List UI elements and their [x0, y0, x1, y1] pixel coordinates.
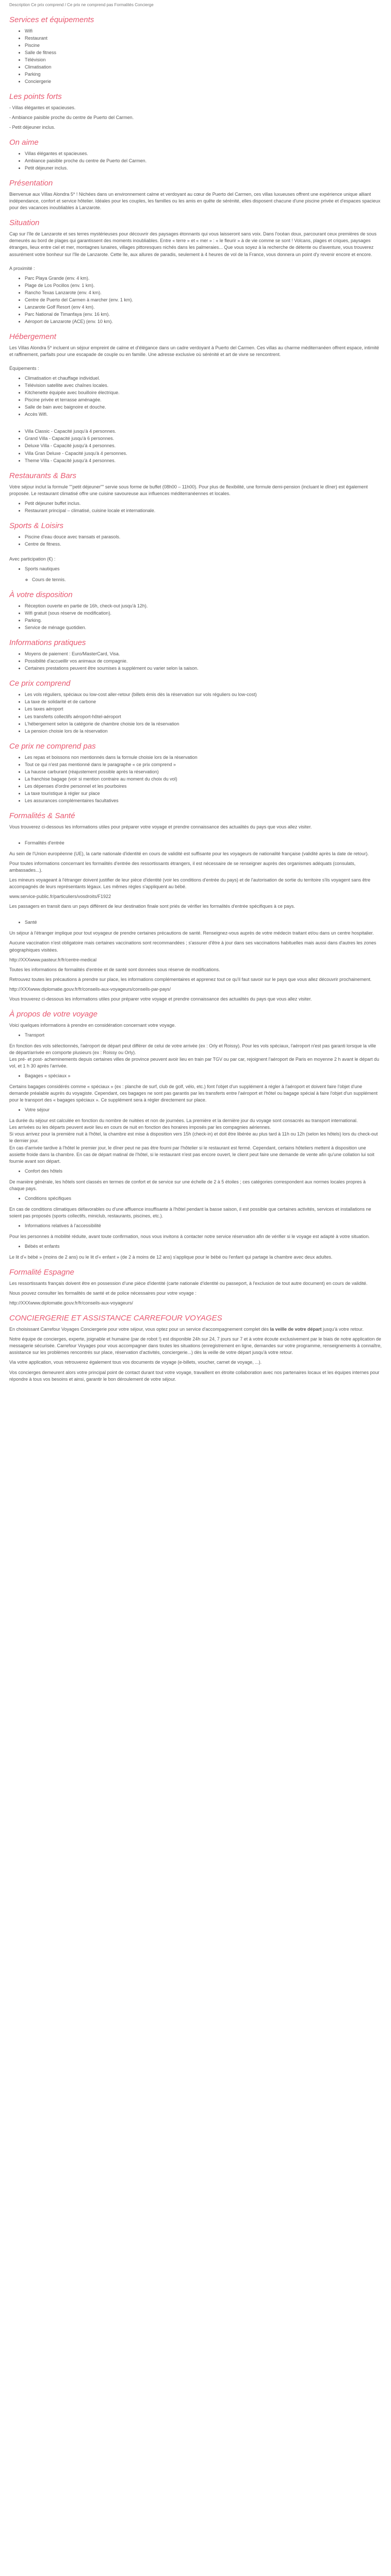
sports-list: [9, 534, 382, 548]
propos-block-heading-list: [9, 1243, 382, 1250]
on-aime-item: • Ambiance paisible proche du centre de Puerto del Carmen.: [25, 158, 382, 164]
disposition-item: • Réception ouverte en partie de 16h, check-out jusqu'à 12h).: [25, 603, 382, 609]
propos-block-heading: • Transport: [25, 1032, 382, 1039]
villa-type-item: • Theme Villa - Capacité jusqu'à 4 personnes.: [25, 457, 382, 464]
nearby-item: • Parc Playa Grande (env. 4 km).: [25, 275, 382, 282]
formalites-paragraph: Un séjour à l'étranger implique pour tout voyageur de prendre certaines précautions de santé. Renseignez-vous auprès de votre médecin traitant et/ou dans un centre hospitalier.: [9, 930, 374, 936]
on-aime-item: • Petit déjeuner inclus.: [25, 165, 382, 172]
nearby-item: • Lanzarote Golf Resort (env 4 km).: [25, 304, 382, 311]
propos-block-heading-list: [9, 1223, 382, 1229]
prix-comprend-title: Ce prix comprend: [9, 679, 71, 688]
propos-block-heading: • Informations relatives à l'accessibilité: [25, 1223, 382, 1229]
service-item: • Piscine: [25, 42, 382, 49]
point-fort-line: - Ambiance paisible proche du centre de Puerto del Carmen.: [9, 115, 134, 121]
villa-type-item: • Villa Classic - Capacité jusqu'à 4 personnes.: [25, 428, 382, 435]
nearby-item: • Plage de Los Pocillos (env. 1 km).: [25, 282, 382, 289]
nearby-label: A proximité :: [9, 265, 35, 271]
points-forts-title: Les points forts: [9, 92, 62, 101]
conciergerie-bold-phrase: la veille de votre départ: [270, 1327, 322, 1332]
informations-list: [9, 651, 382, 672]
formalites-body: [9, 824, 382, 1003]
informations-title: Informations pratiques: [9, 638, 86, 648]
disposition-item: • Parking.: [25, 617, 382, 624]
propos-block-heading: • Votre séjour: [25, 1107, 382, 1113]
equipment-item: • Télévision satellite avec chaînes locales.: [25, 382, 382, 389]
propos-intro: Voici quelques informations à prendre en considération concernant votre voyage.: [9, 1022, 176, 1028]
propos-block-text: En cas de conditions climatiques défavorables ou d'une affluence insuffisante à l'hôtel pendant la basse saison, il est possible que certaines activités, services et installations ne soient pas proposés (sports collectifs, miniclub, restaurants, piscines, etc.).: [9, 1206, 371, 1218]
situation-title: Situation: [9, 218, 40, 228]
villa-type-item: • Deluxe Villa - Capacité jusqu'à 4 personnes.: [25, 443, 382, 449]
villa-type-item: • Grand Villa - Capacité jusqu'à 6 personnes.: [25, 435, 382, 442]
equipment-item: • Salle de bain avec baignoire et douche.: [25, 404, 382, 411]
service-item: • Parking: [25, 71, 382, 78]
prix-comprend-item: • Les transferts collectifs aéroport-hôtel-aéroport: [25, 714, 382, 720]
formalites-subheading: • Santé: [25, 919, 382, 926]
formalites-espagne-body: [9, 1280, 382, 1307]
information-item: • Possibilité d'accueillir vos animaux de compagnie.: [25, 658, 382, 665]
formalites-paragraph: Vous trouverez ci-dessous les informations utiles pour préparer votre voyage et prendre connaissance des actualités du pays que vous allez visiter.: [9, 996, 312, 1002]
espagne-paragraph: Nous pouvez consulter les formalités de santé et de police nécessaires pour votre voyage :: [9, 1291, 197, 1296]
propos-block-text: La durée du séjour est calculée en fonction du nombre de nuitées et non de journées. La première et la dernière jour du voyage sont consacrés au transport international. Les arrivées ou les départs peuvent avoir lieu en cours de nuit en fonction des horaires imposés par les compagnies aériennes. Si vous arrivez pour la première nuit à l'hôtel, la chambre est mise à disposition vers 15h (check-in) et doit être libérée au plus tard à 11h ou 12h (selon les hôtels) lors du check-out le dernier jour. En cas d'arrivée tardive à l'hôtel le premier jour, le dîner peut ne pas être fourni par l'hôtelier si le restaurant est fermé. Cependant, certains hôteliers mettent à disposition une assiette froide dans la chambre. En cas de départ matinal de l'hôtel, si le restaurant n'est pas encore ouvert, le client peut faire une demande de vente afin qu'une collation lui soit fournie avant son départ.: [9, 1118, 378, 1164]
prix-non-comprend-item: • Tout ce qui n'est pas mentionné dans le paragraphe « ce prix comprend »: [25, 761, 382, 768]
formalites-espagne-title: Formalité Espagne: [9, 1268, 74, 1277]
villa-type-item: • Villa Gran Deluxe - Capacité jusqu'à 4 personnes.: [25, 450, 382, 457]
propos-block-heading-list: [9, 1032, 382, 1039]
prix-non-comprend-item: • Les assurances complémentaires facultatives: [25, 798, 382, 804]
conciergerie-paragraph: Via votre application, vous retrouverez également tous vos documents de voyage (e-billets, voucher, carnet de voyage, ...).: [9, 1360, 262, 1365]
service-item: • Restaurant: [25, 35, 382, 42]
prix-non-comprend-item: • Les repas et boissons non mentionnés dans la formule choisie lors de la réservation: [25, 754, 382, 761]
propos-block-text: Pour les personnes à mobilité réduite, avant toute confirmation, nous vous invitons à contacter notre service réservation afin de vérifier si le voyage est adapté à votre situation.: [9, 1233, 370, 1239]
tab-labels-line: Description Ce prix comprend / Ce prix ne comprend pas Formalités Concierge: [9, 3, 154, 7]
conciergerie-body: [9, 1326, 382, 1382]
service-item: • Salle de fitness: [25, 49, 382, 56]
prix-comprend-item: • Les vols réguliers, spéciaux ou low-cost aller-retour (billets émis dès la réservation sur vols réguliers ou low-cost): [25, 691, 382, 698]
formalites-paragraph: Retrouvez toutes les précautions à prendre sur place, les informations complémentaires et apprenez tout ce qu'il faut savoir sur le pays que vous allez découvrir prochainement.: [9, 976, 372, 982]
propos-block-heading-list: [9, 1073, 382, 1079]
formalites-link[interactable]: http://XXXwww.diplomatie.gouv.fr/fr/conseils-aux-voyageurs/conseils-par-pays/: [9, 986, 171, 992]
restaurants-text: Votre séjour inclut la formule ""petit déjeuner"" servie sous forme de buffet (08h00 – 11h00). Pour plus de flexibilité, une formule demi-pension (incluant le dîner) est également proposée. Le restaurant climatisé offre une cuisine savoureuse aux influences méditerranéennes et locales.: [9, 484, 368, 496]
nearby-item: • Parc National de Timanfaya (env. 16 km).: [25, 311, 382, 318]
propos-block-heading: • Confort des hôtels: [25, 1168, 382, 1175]
prix-comprend-item: • Les taxes aéroport: [25, 706, 382, 713]
services-list: [9, 28, 382, 85]
service-item: • Wifi: [25, 28, 382, 35]
on-aime-title: On aime: [9, 138, 39, 147]
service-item: • Conciergerie: [25, 78, 382, 85]
restaurant-item: • Petit déjeuner buffet inclus.: [25, 500, 382, 507]
propos-block-heading: • Bébés et enfants: [25, 1243, 382, 1250]
conciergerie-paragraph: Notre équipe de concierges, experte, joignable et humaine (par de robot !) est disponible 24h sur 24, 7 jours sur 7 et à votre écoute exclusivement par le biais de notre application de messagerie sécurisée. Carrefour Voyages pour vous accompagner dans toutes les situations (enregistrement en ligne, demandes sur votre programme, renseignements à connaître, assistance sur les problèmes rencontrés sur place, réservation d'activités, conciergerie...) dès la veille de votre départ jusqu'à votre retour.: [9, 1336, 382, 1355]
propos-block-heading-list: [9, 1195, 382, 1202]
presentation-title: Présentation: [9, 179, 53, 188]
formalites-paragraph: Les passagers en transit dans un pays différent de leur destination finale sont priés de vérifier les formalités d'entrée spécifiques à ce pays.: [9, 904, 295, 909]
equipment-item: • Piscine privée et terrasse aménagée.: [25, 397, 382, 403]
espagne-link[interactable]: http://XXXwww.diplomatie.gouv.fr/fr/conseils-aux-voyageurs/: [9, 1300, 133, 1306]
nearby-item: • Centre de Puerto del Carmen à marcher (env. 1 km).: [25, 297, 382, 303]
equipment-item: • Accès Wifi.: [25, 411, 382, 418]
formalites-subheading-list: [9, 919, 382, 926]
points-forts-lines: [9, 105, 382, 131]
point-fort-line: - Petit déjeuner inclus.: [9, 125, 56, 130]
formalites-paragraph: Aucune vaccination n'est obligatoire mais certaines vaccinations sont recommandées ; s'assurer d'être à jour dans ses vaccinations habituelles mais aussi dans d'autres les zones géographiques visitées.: [9, 940, 377, 953]
villa-types-list: [9, 428, 382, 464]
disposition-item: • Service de ménage quotidien.: [25, 624, 382, 631]
conciergerie-title: CONCIERGERIE ET ASSISTANCE CARREFOUR VOYAGES: [9, 1314, 222, 1323]
nearby-item: • Rancho Texas Lanzarote (env. 4 km).: [25, 290, 382, 296]
formalites-paragraph: Pour toutes informations concernant les formalités d'entrée des ressortissants étrangers, il est nécessaire de se renseigner auprès des organismes adéquats (consulats, ambassades...).: [9, 861, 356, 873]
espagne-paragraph: Les ressortissants français doivent être en possession d'une pièce d'identité (carte nationale d'identité ou passeport, à l'exclusion de tout autre document) en cours de validité.: [9, 1281, 368, 1286]
sport-paid-item: • Sports nautiques: [25, 566, 382, 572]
prix-non-comprend-item: • La taxe touristique à régler sur place: [25, 790, 382, 797]
conciergerie-paragraph: En choisissant Carrefour Voyages Conciergerie pour votre séjour, vous optez pour un service d'accompagnement complet dès la veille de votre départ jusqu'à votre retour.: [9, 1327, 364, 1332]
restaurants-list: [9, 500, 382, 514]
service-item: • Télévision: [25, 57, 382, 63]
formalites-title: Formalités & Santé: [9, 811, 75, 820]
equipment-item: • Climatisation et chauffage individuel.: [25, 375, 382, 382]
formalites-link[interactable]: www.service-public.fr/particuliers/vosdroits/F1922: [9, 894, 111, 900]
formalites-paragraph: Au sein de l'Union européenne (UE), la carte nationale d'identité en cours de validité est suffisante pour les voyageurs de nationalité française (validité après la date de retour).: [9, 851, 369, 857]
sport-item: • Centre de fitness.: [25, 541, 382, 548]
propos-block-heading-list: [9, 1168, 382, 1175]
prix-comprend-list: [9, 691, 382, 734]
on-aime-list: [9, 150, 382, 172]
disposition-item: • Wifi gratuit (sous réserve de modification).: [25, 610, 382, 617]
disposition-title: À votre disposition: [9, 590, 73, 600]
propos-title: À propos de votre voyage: [9, 1009, 97, 1019]
propos-block-heading: • Conditions spécifiques: [25, 1195, 382, 1202]
equipment-label: Équipements :: [9, 366, 39, 371]
propos-block-text: En fonction des vols sélectionnés, l'aéroport de départ peut différer de celui de votre arrivée (ex : Orly et Roissy). Pour les vols spéciaux, l'aéroport n'est pas garanti lorsque la ville de départ/arrivée en comporte plusieurs (ex : Roissy ou Orly). Les pré- et post- acheminements depuis certaines villes de province peuvent avoir lieu en train par TGV ou par car, rejoignent l'aéroport de Paris en moyenne 2 h avant le départ du vol, et 1 h 30 après l'arrivée.: [9, 1043, 379, 1069]
sport-paid-subitem: ◦ Cours de tennis.: [32, 577, 382, 583]
prix-comprend-item: • L'hébergement selon la catégorie de chambre choisie lors de la réservation: [25, 721, 382, 727]
formalites-paragraph: Les mineurs voyageant à l'étranger doivent justifier de leur pièce d'identité (voir les conditions d'entrée du pays) et de l'autorisation de sortie du territoire s'ils voyagent sans être accompagnés de leurs représentants légaux. Les mêmes règles s'appliquent au bébé.: [9, 877, 370, 890]
prix-non-comprend-item: • Les dépenses d'ordre personnel et les pourboires: [25, 783, 382, 790]
restaurant-item: • Restaurant principal – climatisé, cuisine locale et internationale.: [25, 507, 382, 514]
sports-paid-list: [9, 566, 382, 572]
nearby-item: • Aéroport de Lanzarote (ACE) (env. 10 km).: [25, 318, 382, 325]
propos-block-heading-list: [9, 1107, 382, 1113]
nearby-list: [9, 275, 382, 325]
sports-paid-label: Avec participation (€) :: [9, 556, 56, 562]
sports-title: Sports & Loisirs: [9, 521, 64, 530]
restaurants-title: Restaurants & Bars: [9, 471, 77, 480]
propos-block-text: Certains bagages considérés comme « spéciaux » (ex : planche de surf, club de golf, vélo, etc.) font l'objet d'un supplément à régler à l'aéroport et doivent faire l'objet d'une demande préalable auprès du voyagiste. Cependant, ces bagages ne sont pas garantis par les transferts entre l'aéroport et l'hôtel ou bagage spécial à faire l'objet d'un supplément pour le transport des « bagages spéciaux ». Ce supplément sera à régler directement sur place.: [9, 1084, 378, 1103]
formalites-paragraph: Toutes les informations de formalités d'entrée et de santé sont données sous réserve de modifications.: [9, 967, 220, 972]
formalites-link[interactable]: http://XXXwww.pasteur.fr/fr/centre-medical: [9, 957, 97, 962]
equipment-list: [9, 375, 382, 418]
formalites-paragraph: Vous trouverez ci-dessous les informations utiles pour préparer votre voyage et prendre connaissance des actualités du pays que vous allez visiter.: [9, 824, 312, 829]
information-item: • Moyens de paiement : Euro/MasterCard, Visa.: [25, 651, 382, 657]
propos-block-heading: • Bagages « spéciaux »: [25, 1073, 382, 1079]
hebergement-text: Les Villas Alondra 5* incluent un séjour empreint de calme et d'élégance dans un cadre verdoyant à Puerto del Carmen. Ces villas au charme méditerranéen offrent espace, intimité et raffinement, parfaits pour une escapade de couple ou en famille. Une adresse exclusive où sérénité et art de vivre se rencontrent.: [9, 345, 379, 357]
propos-body: [9, 1032, 382, 1261]
point-fort-line: - Villas élégantes et spacieuses.: [9, 105, 76, 110]
presentation-text: Bienvenue aux Villas Alondra 5* ! Nichées dans un environnement calme et verdoyant au cœur de Puerto del Carmen, ces villas luxueuses offrent une expérience unique alliant indépendance, confort et service hôtelier. Idéales pour les couples, les familles ou les amis en quête de sérénité, elles disposent chacune d'une piscine privée et d'espaces spacieux pour des vacances inoubliables à Lanzarote.: [9, 192, 381, 211]
equipment-item: • Kitchenette équipée avec bouilloire électrique.: [25, 389, 382, 396]
disposition-list: [9, 603, 382, 631]
propos-block-text: Le lit d'« bébé » (moins de 2 ans) ou le lit d'« enfant » (de 2 à moins de 12 ans) s'applique pour le bébé ou l'enfant qui partage la chambre avec deux adultes.: [9, 1255, 333, 1260]
hebergement-title: Hébergement: [9, 332, 56, 341]
prix-non-comprend-title: Ce prix ne comprend pas: [9, 741, 96, 751]
sport-item: • Piscine d'eau douce avec transats et parasols.: [25, 534, 382, 540]
prix-non-comprend-item: • La hausse carburant (réajustement possible après la réservation): [25, 769, 382, 775]
formalites-subheading-list: [9, 840, 382, 846]
situation-text: Cap sur l'île de Lanzarote et ses terres mystérieuses pour découvrir des paysages étonnants qui vous laisseront sans voix. Dans l'océan doux, parcourant ceux premières de sous demeurés au bord de plages qui garantissent des moments inoubliables. Entre « terre » et « mer » : « le fleurir » à de vie comme se sont ! Volcans, plages et criques, paysages étranges, lieux entre ciel et mer, montagnes lunaires, villages pittoresques nichés dans les palmeraies... Que vous soyez à la recherche de détente ou d'aventure, vous trouverez assurément votre bonheur sur l'île de Lanzarote. Cette île, aux allures de paradis, seulement à 4 heures de vol de la France, vous donnera un point d'y revenir encore et encore.: [9, 231, 377, 257]
prix-non-comprend-list: [9, 754, 382, 804]
propos-block-text: De manière générale, les hôtels sont classés en termes de confort et de service sur une échelle de 2 à 5 étoiles ; ces catégories correspondent aux normes locales propres à chaque pays.: [9, 1179, 366, 1191]
sports-paid-sublist: [9, 577, 382, 583]
formalites-subheading: • Formalités d'entrée: [25, 840, 382, 846]
prix-non-comprend-item: • La franchise bagage (voir si mention contraire au moment du choix du vol): [25, 776, 382, 783]
prix-comprend-item: • La taxe de solidarité et de carbone: [25, 699, 382, 705]
information-item: • Certaines prestations peuvent être soumises à supplément ou varier selon la saison.: [25, 665, 382, 672]
service-item: • Climatisation: [25, 64, 382, 71]
prix-comprend-item: • La pension choisie lors de la réservation: [25, 728, 382, 735]
services-title: Services et équipements: [9, 15, 94, 24]
on-aime-item: • Villas élégantes et spacieuses.: [25, 150, 382, 157]
conciergerie-paragraph: Vos concierges demeurent alors votre principal point de contact durant tout votre voyage, travaillent en étroite collaboration avec nos partenaires locaux et les équipes internes pour répondre à tous vos besoins et ainsi, garantir le bon déroulement de votre séjour.: [9, 1369, 380, 1382]
